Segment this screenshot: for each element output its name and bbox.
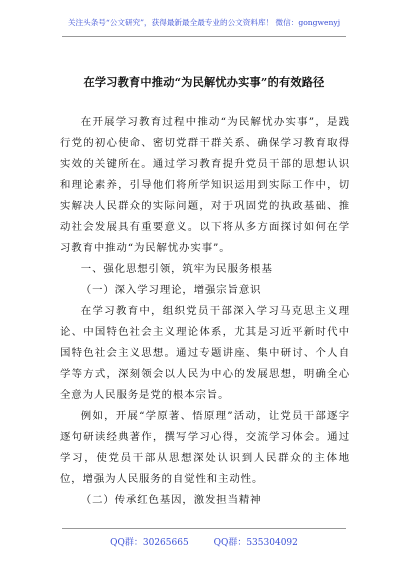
subsection-heading: （一）深入学习理论，增强宗旨意识 [80, 284, 262, 296]
body-paragraph: 例如，开展“学原著、悟原理”活动，让党员干部逐字逐句研读经典著作，撰写学习心得，交流学习体会。通过学习，使党员干部从思想深处认识到人民群众的主体地位，增强为人民服务的自觉性和主动性。 [60, 410, 350, 485]
document-body [60, 112, 350, 511]
footer-divider [62, 528, 346, 529]
qq-group-1: QQ群：30265665 [110, 538, 189, 548]
footer-contact [0, 535, 408, 548]
header-divider [62, 36, 346, 37]
header-watermark: 关注头条号“公文研究”，获得最新最全最专业的公文资料库！ 微信：gongwenyj [67, 18, 341, 27]
section-heading: 一、强化思想引领，筑牢为民服务根基 [80, 263, 273, 275]
qq-group-2: QQ群：535304092 [213, 538, 298, 548]
intro-paragraph: 在开展学习教育过程中推动“为民解忧办实事”，是践行党的初心使命、密切党群干群关系、确保学习教育取得实效的关键所在。通过学习教育提升党员干部的思想认识和理论素养，引导他们将所学知识运用到实际工作中，切实解决人民群众的实际问题，对于巩固党的执政基础、推动社会发展具有重要意义。以下将从多方面探讨如何在学习教育中推动“为民解忧办实事”。 [60, 116, 350, 254]
document-title: 在学习教育中推动“为民解忧办实事”的有效路径 [83, 75, 325, 89]
body-paragraph: 在学习教育中，组织党员干部深入学习马克思主义理论、中国特色社会主义理论体系，尤其是习近平新时代中国特色社会主义思想。通过专题讲座、集中研讨、个人自学等方式，深刻领会以人民为中心的发展思想，明确全心全意为人民服务是党的根本宗旨。 [60, 305, 350, 401]
subsection-heading: （二）传承红色基因，激发担当精神 [80, 494, 262, 506]
